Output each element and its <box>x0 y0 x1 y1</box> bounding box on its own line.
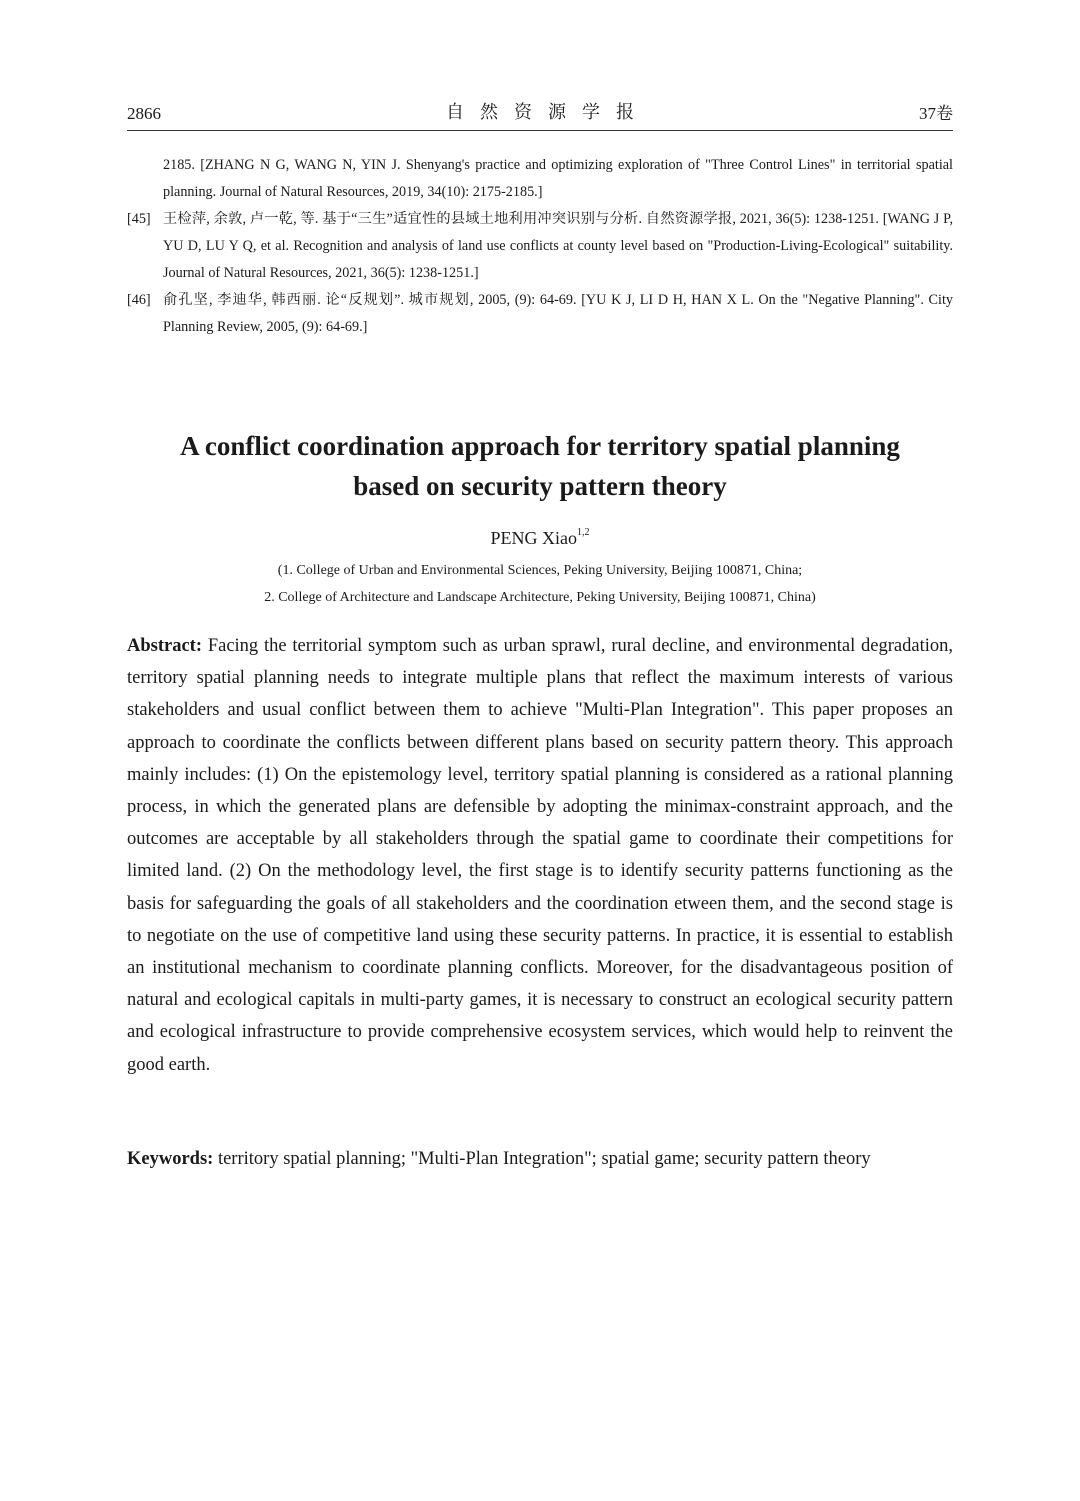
volume-label: 37卷 <box>919 104 953 123</box>
abstract-text: Facing the territorial symptom such as urban sprawl, rural decline, and environmental degradation, territory spatial planning needs to integrate multiple plans that reflect the maximum interests of various stakeholders and usual conflict between them to achieve "Multi-Plan Integration". This paper proposes an approach to coordinate the conflicts between different plans based on security pattern theory. This approach mainly includes: (1) On the epistemology level, territory spatial planning is considered as a rational planning process, in which the generated plans are defensible by adopting the minimax-constraint approach, and the outcomes are acceptable by all stakeholders through the spatial game to coordinate their competitions for limited land. (2) On the methodology level, the first stage is to identify security patterns functioning as the basis for safeguarding the goals of all stakeholders and the coordination etween them, and the second stage is to negotiate on the use of competitive land using these security patterns. In practice, it is essential to establish an institutional mechanism to coordinate planning conflicts. Moreover, for the disadvantageous position of natural and ecological capitals in multi-party games, it is necessary to construct an ecological security pattern and ecological infrastructure to provide comprehensive ecosystem services, which would help to reinvent the good earth. <box>127 636 954 1075</box>
reference-number: [46] <box>127 292 151 308</box>
author-line <box>0 527 1080 549</box>
affiliations <box>0 557 1080 611</box>
abstract <box>127 630 953 1081</box>
journal-name: 自然资源学报 <box>446 102 650 123</box>
author-affiliation-marker: 1,2 <box>577 527 590 538</box>
reference-text: 俞孔坚, 李迪华, 韩西丽. 论“反规划”. 城市规划, 2005, (9): 64-69. [YU K J, LI D H, HAN X L. On the "Negative Planning". City Planning Review, 2005, (9): 64-69.] <box>163 292 953 335</box>
affiliation-2: 2. College of Architecture and Landscape Architecture, Peking University, Beijing 100871, China) <box>264 590 816 605</box>
title-line-1: A conflict coordination approach for territory spatial planning <box>180 431 900 461</box>
article-title <box>100 426 980 506</box>
keywords <box>127 1143 953 1175</box>
reference-text: 王检萍, 余敦, 卢一乾, 等. 基于“三生”适宜性的县域土地利用冲突识别与分析. 自然资源学报, 2021, 36(5): 1238-1251. [WANG J P, YU D, LU Y Q, et al. Recognition and analysis of land use conflicts at county level based on "Production-Living-Ecological" suitability. Journal of Natural Resources, 2021, 36(5): 1238-1251.] <box>163 211 953 281</box>
affiliation-1: (1. College of Urban and Environmental Sciences, Peking University, Beijing 100871, China; <box>277 563 803 578</box>
page-number: 2866 <box>127 104 161 123</box>
keywords-label: Keywords: <box>127 1149 214 1169</box>
reference-continuation: 2185. [ZHANG N G, WANG N, YIN J. Shenyang's practice and optimizing exploration of "Three Control Lines" in territorial spatial planning. Journal of Natural Resources, 2019, 34(10): 2175-2185.] <box>163 157 953 200</box>
page-header <box>127 96 953 131</box>
abstract-label: Abstract: <box>127 636 203 656</box>
author-name: PENG Xiao <box>490 528 577 548</box>
title-line-2: based on security pattern theory <box>353 471 727 501</box>
reference-item <box>127 206 953 287</box>
keywords-text: territory spatial planning; "Multi-Plan Integration"; spatial game; security pattern theory <box>217 1149 871 1169</box>
reference-item <box>127 287 953 341</box>
reference-number: [45] <box>127 211 151 227</box>
reference-list <box>127 152 953 341</box>
